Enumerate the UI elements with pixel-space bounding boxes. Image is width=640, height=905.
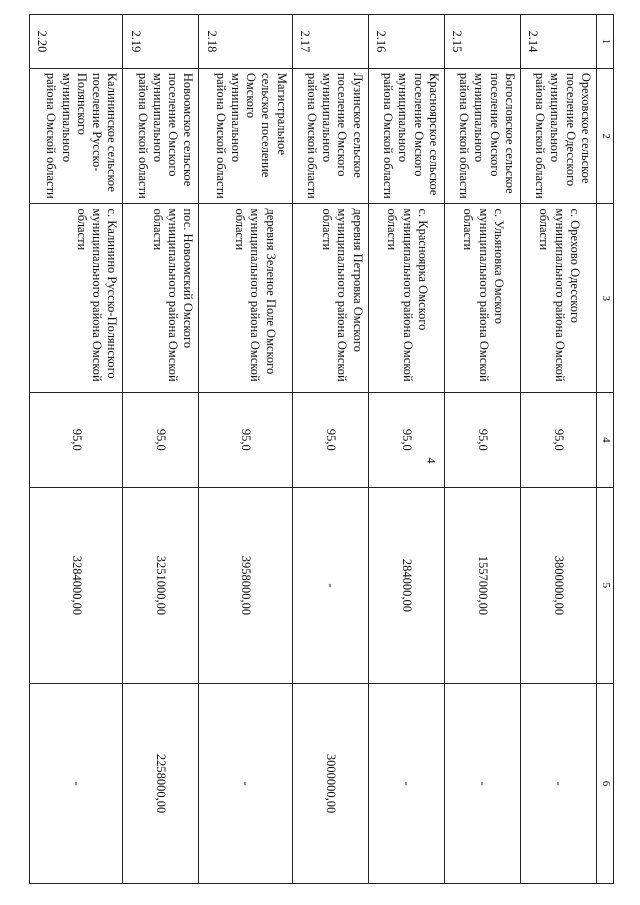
header-row	[597, 15, 614, 884]
locality-cell: с. Калинино Русско-Полянского муниципального района Омской области	[30, 204, 123, 393]
header-cell: 5	[597, 487, 614, 683]
amount1-cell: 3284000,00	[30, 487, 123, 683]
row-number: 2.16	[368, 15, 444, 69]
percent-cell: 95,0	[444, 393, 520, 488]
table-row	[520, 15, 596, 884]
percent-cell: 95,0	[520, 393, 596, 488]
table-row	[368, 15, 444, 884]
amount1-cell: 3958000,00	[199, 487, 292, 683]
locality-cell: пос. Новоомский Омского муниципального района Омской области	[123, 204, 199, 393]
locality-cell: деревня Зеленое Поле Омского муниципального района Омской области	[199, 204, 292, 393]
row-number: 2.18	[199, 15, 292, 69]
settlement-cell: Магистральное сельское поселение Омского муниципального района Омской области	[199, 68, 292, 204]
amount2-cell: -	[368, 684, 444, 884]
locality-cell: с. Орехово Одесского муниципального района Омской области	[520, 204, 596, 393]
amount2-cell: -	[199, 684, 292, 884]
header-cell: 6	[597, 684, 614, 884]
amount2-cell: -	[30, 684, 123, 884]
settlement-cell: Богословское сельское поселение Омского муниципального района Омской области	[444, 68, 520, 204]
settlement-cell: Лузинское сельское поселение Омского муниципального района Омской области	[292, 68, 368, 204]
table-row	[199, 15, 292, 884]
row-number: 2.17	[292, 15, 368, 69]
settlement-cell: Калининское сельское поселение Русско-Полянского муниципального района Омской области	[30, 68, 123, 204]
amount1-cell: 3251000,00	[123, 487, 199, 683]
row-number: 2.19	[123, 15, 199, 69]
header-cell: 2	[597, 68, 614, 204]
percent-cell: 95,0	[123, 393, 199, 488]
table-row	[123, 15, 199, 884]
amount1-cell: 284000,00	[368, 487, 444, 683]
amount2-cell: -	[444, 684, 520, 884]
row-number: 2.20	[30, 15, 123, 69]
locality-cell: деревня Петровка Омского муниципального района Омской области	[292, 204, 368, 393]
table-row	[292, 15, 368, 884]
header-cell: 3	[597, 204, 614, 393]
settlement-cell: Ореховское сельское поселение Одесского муниципального района Омской области	[520, 68, 596, 204]
data-table	[29, 14, 614, 884]
locality-cell: с. Красноярка Омского муниципального района Омской области	[368, 204, 444, 393]
settlement-cell: Новоомское сельское поселение Омского муниципального района Омской области	[123, 68, 199, 204]
amount2-cell: 3000000,00	[292, 684, 368, 884]
page-number: 4	[424, 457, 439, 464]
amount1-cell: -	[292, 487, 368, 683]
table-row	[30, 15, 123, 884]
amount1-cell: 1557000,00	[444, 487, 520, 683]
row-number: 2.15	[444, 15, 520, 69]
percent-cell: 95,0	[199, 393, 292, 488]
header-cell: 4	[597, 393, 614, 488]
amount1-cell: 3800000,00	[520, 487, 596, 683]
amount2-cell: 2258000,00	[123, 684, 199, 884]
row-number: 2.14	[520, 15, 596, 69]
settlement-cell: Красноярское сельское поселение Омского муниципального района Омской области	[368, 68, 444, 204]
locality-cell: с. Ульяновка Омского муниципального района Омской области	[444, 204, 520, 393]
percent-cell: 95,0	[30, 393, 123, 488]
table-row	[444, 15, 520, 884]
rotated-table-container	[29, 14, 614, 884]
percent-cell: 95,0	[368, 393, 444, 488]
percent-cell: 95,0	[292, 393, 368, 488]
header-cell: 1	[597, 15, 614, 69]
amount2-cell: -	[520, 684, 596, 884]
